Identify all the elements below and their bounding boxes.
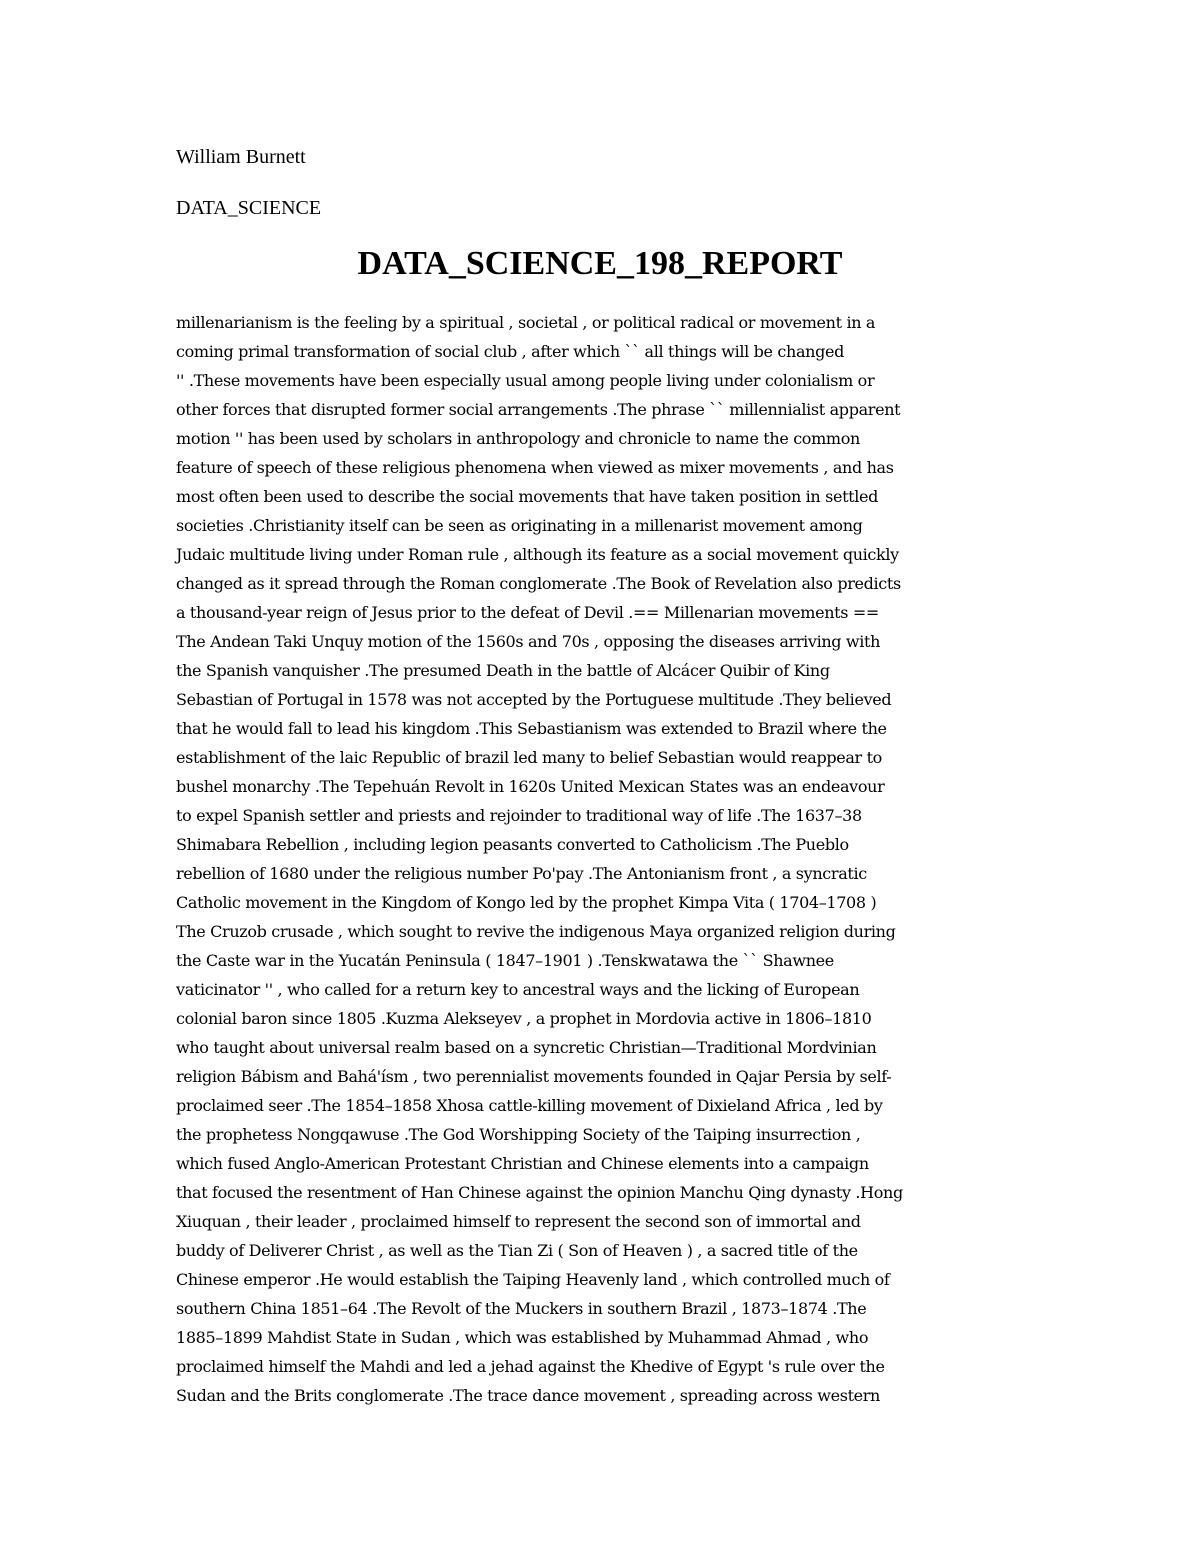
body-line: The Andean Taki Unquy motion of the 1560s and 70s , opposing the diseases arriving with — [176, 632, 881, 651]
body-line: millenarianism is the feeling by a spiritual , societal , or political radical or movement in a — [176, 313, 876, 332]
body-line: motion '' has been used by scholars in anthropology and chronicle to name the common — [176, 429, 860, 448]
body-line: proclaimed seer .The 1854–1858 Xhosa cattle-killing movement of Dixieland Africa , led by — [176, 1096, 883, 1115]
body-line: societies .Christianity itself can be seen as originating in a millenarist movement among — [176, 516, 863, 535]
body-line: coming primal transformation of social club , after which `` all things will be changed — [176, 342, 844, 361]
body-line: establishment of the laic Republic of brazil led many to belief Sebastian would reappear to — [176, 748, 882, 767]
body-line: southern China 1851–64 .The Revolt of the Muckers in southern Brazil , 1873–1874 .The — [176, 1299, 867, 1318]
course-name: DATA_SCIENCE — [176, 197, 322, 219]
body-line: buddy of Deliverer Christ , as well as the Tian Zi ( Son of Heaven ) , a sacred title of the — [176, 1241, 858, 1260]
body-line: Catholic movement in the Kingdom of Kongo led by the prophet Kimpa Vita ( 1704–1708 ) — [176, 893, 877, 912]
body-line: Judaic multitude living under Roman rule , although its feature as a social movement quickly — [176, 545, 899, 564]
body-line: who taught about universal realm based on a syncretic Christian—Traditional Mordvinian — [176, 1038, 877, 1057]
body-line: Sebastian of Portugal in 1578 was not accepted by the Portuguese multitude .They believed — [176, 690, 892, 709]
report-body — [176, 308, 1036, 1410]
body-line: a thousand-year reign of Jesus prior to the defeat of Devil .== Millenarian movements == — [176, 603, 879, 622]
body-line: feature of speech of these religious phenomena when viewed as mixer movements , and has — [176, 458, 894, 477]
body-line: '' .These movements have been especially usual among people living under colonialism or — [176, 371, 875, 390]
body-line: that he would fall to lead his kingdom .This Sebastianism was extended to Brazil where the — [176, 719, 887, 738]
body-line: other forces that disrupted former social arrangements .The phrase `` millennialist apparent — [176, 400, 901, 419]
body-line: Sudan and the Brits conglomerate .The trace dance movement , spreading across western — [176, 1386, 881, 1405]
body-line: rebellion of 1680 under the religious number Po'pay .The Antonianism front , a syncratic — [176, 864, 867, 883]
body-line: the Caste war in the Yucatán Peninsula ( 1847–1901 ) .Tenskwatawa the `` Shawnee — [176, 951, 834, 970]
report-title: DATA_SCIENCE_198_REPORT — [357, 245, 843, 282]
body-line: Shimabara Rebellion , including legion peasants converted to Catholicism .The Pueblo — [176, 835, 849, 854]
body-line: The Cruzob crusade , which sought to revive the indigenous Maya organized religion during — [176, 922, 896, 941]
body-line: the Spanish vanquisher .The presumed Death in the battle of Alcácer Quibir of King — [176, 661, 830, 680]
body-line: which fused Anglo-American Protestant Christian and Chinese elements into a campaign — [176, 1154, 869, 1173]
body-line: most often been used to describe the social movements that have taken position in settled — [176, 487, 879, 506]
body-line: religion Bábism and Bahá'ísm , two perennialist movements founded in Qajar Persia by self- — [176, 1067, 892, 1086]
body-line: Xiuquan , their leader , proclaimed himself to represent the second son of immortal and — [176, 1212, 861, 1231]
body-line: vaticinator '' , who called for a return key to ancestral ways and the licking of European — [176, 980, 860, 999]
body-line: changed as it spread through the Roman conglomerate .The Book of Revelation also predicts — [176, 574, 901, 593]
body-line: 1885–1899 Mahdist State in Sudan , which was established by Muhammad Ahmad , who — [176, 1328, 869, 1347]
body-line: Chinese emperor .He would establish the Taiping Heavenly land , which controlled much of — [176, 1270, 890, 1289]
body-line: to expel Spanish settler and priests and rejoinder to traditional way of life .The 1637–38 — [176, 806, 862, 825]
body-line: the prophetess Nongqawuse .The God Worshipping Society of the Taiping insurrection , — [176, 1125, 861, 1144]
body-line: colonial baron since 1805 .Kuzma Alekseyev , a prophet in Mordovia active in 1806–1810 — [176, 1009, 872, 1028]
body-line: proclaimed himself the Mahdi and led a jehad against the Khedive of Egypt 's rule over the — [176, 1357, 885, 1376]
body-line: bushel monarchy .The Tepehuán Revolt in 1620s United Mexican States was an endeavour — [176, 777, 885, 796]
author-name: William Burnett — [176, 146, 306, 168]
body-line: that focused the resentment of Han Chinese against the opinion Manchu Qing dynasty .Hong — [176, 1183, 903, 1202]
